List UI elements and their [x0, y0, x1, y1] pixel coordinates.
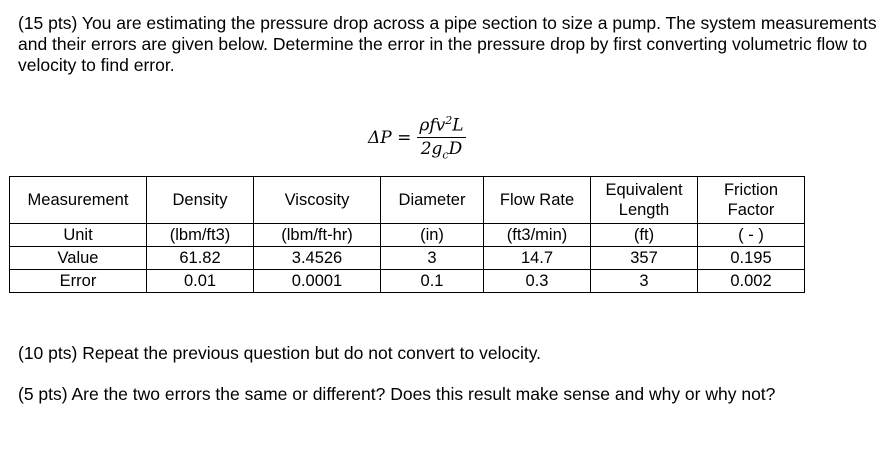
header-equivalent-length: Equivalent Length [591, 177, 698, 224]
table-cell: 14.7 [484, 247, 591, 270]
measurements-table [9, 176, 805, 293]
table-cell: 0.3 [484, 270, 591, 293]
table-header-row [10, 177, 805, 224]
header-measurement: Measurement [10, 177, 147, 224]
table-cell: Unit [10, 224, 147, 247]
equation-lhs: ΔP = [368, 128, 412, 149]
table-cell: (in) [381, 224, 484, 247]
table-cell: 0.002 [698, 270, 805, 293]
table-cell: (ft) [591, 224, 698, 247]
table-cell: 357 [591, 247, 698, 270]
equation-fraction [417, 110, 465, 166]
table-cell: (lbm/ft-hr) [254, 224, 381, 247]
table-cell: 0.195 [698, 247, 805, 270]
table-cell: 61.82 [147, 247, 254, 270]
header-diameter: Diameter [381, 177, 484, 224]
table-cell: (lbm/ft3) [147, 224, 254, 247]
table-cell: 3 [591, 270, 698, 293]
question-3-text: (5 pts) Are the two errors the same or different? Does this result make sense and why or why not? [18, 384, 776, 404]
equation-denominator: $2g_cD$ [420, 138, 463, 162]
table-cell: (ft3/min) [484, 224, 591, 247]
table-cell: 3 [381, 247, 484, 270]
table-row-value [10, 247, 805, 270]
table-cell: 0.1 [381, 270, 484, 293]
equation-numerator: ρfv$^2$L [419, 114, 464, 136]
header-density: Density [147, 177, 254, 224]
question-1-text: (15 pts) You are estimating the pressure drop across a pipe section to size a pump. The system measurements and their errors are given below. Determine the error in the pressure drop by first converting volumetric flow to velocity to find error. [18, 13, 877, 75]
table-row-unit [10, 224, 805, 247]
table-cell: 0.0001 [254, 270, 381, 293]
header-friction-factor: Friction Factor [698, 177, 805, 224]
table-row-error [10, 270, 805, 293]
table-cell: ( - ) [698, 224, 805, 247]
table-cell: 0.01 [147, 270, 254, 293]
header-flow-rate: Flow Rate [484, 177, 591, 224]
question-2-text: (10 pts) Repeat the previous question but do not convert to velocity. [18, 343, 542, 363]
pressure-drop-equation [368, 110, 466, 166]
table-cell: Value [10, 247, 147, 270]
table-cell: 3.4526 [254, 247, 381, 270]
table-cell: Error [10, 270, 147, 293]
header-viscosity: Viscosity [254, 177, 381, 224]
